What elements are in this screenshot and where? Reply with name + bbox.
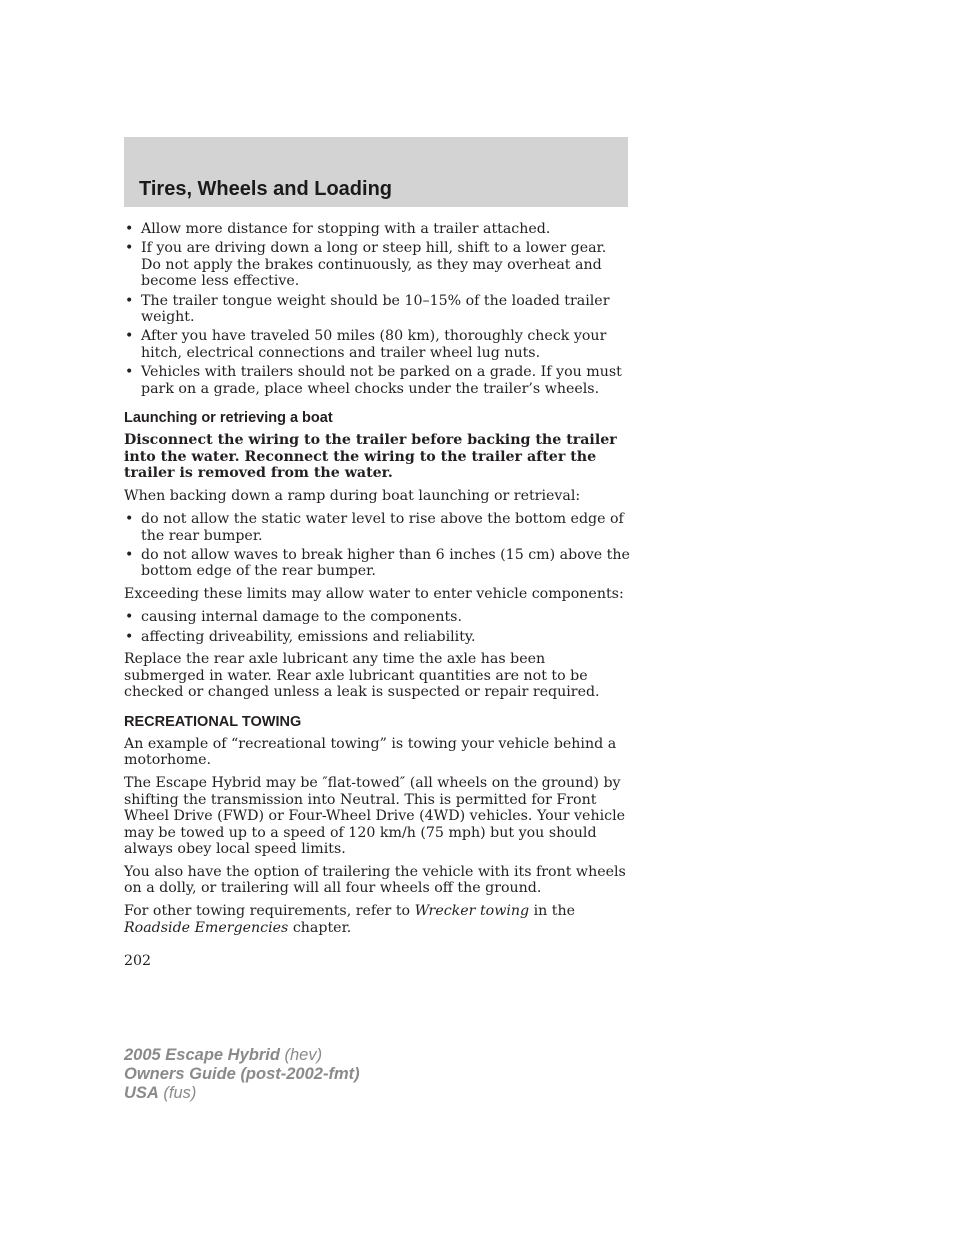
list-item <box>124 328 630 361</box>
list-item-text: Allow more distance for stopping with a trailer attached. <box>141 221 551 237</box>
page-content <box>124 221 630 969</box>
footer-line-1 <box>124 1046 360 1065</box>
footer-line-2 <box>124 1065 360 1084</box>
rec-paragraph-3: You also have the option of trailering the vehicle with its front wheels on a dolly, or trailering will all four wheels off the ground. <box>124 863 626 897</box>
list-item-text: Vehicles with trailers should not be parked on a grade. If you must park on a grade, place wheel chocks under the trailer’s wheels. <box>141 364 622 397</box>
warning-text: Disconnect the wiring to the trailer before backing the trailer into the water. Reconnect the wiring to the trailer after the trailer is removed from the water. <box>124 432 617 482</box>
bullet-icon: • <box>125 240 134 257</box>
footer-model-code: (hev) <box>279 1046 323 1064</box>
bullet-icon: • <box>125 328 134 345</box>
list-item <box>124 293 630 326</box>
text-fragment: chapter. <box>288 919 352 936</box>
bullet-icon: • <box>125 628 134 645</box>
page-number: 202 <box>124 953 152 970</box>
bullet-icon: • <box>125 609 134 626</box>
list-item <box>124 221 630 237</box>
bullet-icon: • <box>125 221 134 237</box>
footer-model: 2005 Escape Hybrid <box>124 1046 280 1064</box>
rec-paragraph-2: The Escape Hybrid may be ″flat-towed″ (all wheels on the ground) by shifting the transmission into Neutral. This is permitted for Front Wheel Drive (FWD) or Four-Wheel Drive (4WD) vehicles. Your vehicle may be towed up to a speed of 120 km/h (75 mph) but you should always obey local speed limits. <box>124 775 626 857</box>
bullet-icon: • <box>125 511 134 528</box>
list-item <box>124 511 630 544</box>
bullet-icon: • <box>125 546 134 563</box>
list-item <box>124 629 630 645</box>
list-item <box>124 609 630 625</box>
footer-line-3 <box>124 1084 360 1103</box>
list-item-text: do not allow waves to break higher than 6 inches (15 cm) above the bottom edge of the rear bumper. <box>141 546 630 580</box>
footer-market-code: (fus) <box>158 1084 197 1102</box>
text-fragment: For other towing requirements, refer to <box>124 903 415 920</box>
boat-heading: Launching or retrieving a boat <box>124 410 333 427</box>
list-item-text: After you have traveled 50 miles (80 km), thoroughly check your hitch, electrical connections and trailer wheel lug nuts. <box>141 328 607 361</box>
boat-intro: When backing down a ramp during boat launching or retrieval: <box>124 488 581 505</box>
list-item-text: do not allow the static water level to rise above the bottom edge of the rear bumper. <box>141 511 624 544</box>
footer-guide: Owners Guide (post-2002-fmt) <box>124 1065 360 1083</box>
exceed-text: Exceeding these limits may allow water to enter vehicle components: <box>124 586 624 603</box>
list-item <box>124 240 630 289</box>
list-item <box>124 364 630 397</box>
list-item-text: causing internal damage to the components. <box>141 609 462 626</box>
rec-paragraph-4 <box>124 903 630 936</box>
footer-market: USA <box>124 1084 159 1102</box>
roadside-emergencies-ref: Roadside Emergencies <box>124 919 289 936</box>
bullet-icon: • <box>125 364 134 381</box>
replace-text: Replace the rear axle lubricant any time the axle has been submerged in water. Rear axle lubricant quantities are not to be checked or changed unless a leak is suspected or repair required. <box>124 651 600 701</box>
list-item <box>124 547 630 580</box>
section-title: Tires, Wheels and Loading <box>139 178 393 200</box>
list-item-text: affecting driveability, emissions and reliability. <box>141 628 476 645</box>
rec-paragraph-1: An example of “recreational towing” is towing your vehicle behind a motorhome. <box>124 736 617 769</box>
boat-list <box>124 511 630 580</box>
bullet-icon: • <box>125 292 134 309</box>
list-item-text: If you are driving down a long or steep hill, shift to a lower gear. Do not apply the brakes continuously, as they may overheat and become less effective. <box>141 240 607 290</box>
recreational-heading: RECREATIONAL TOWING <box>124 713 302 730</box>
document-footer <box>124 1046 360 1103</box>
exceed-list <box>124 609 630 645</box>
trailer-tips-list <box>124 221 630 397</box>
section-header-band <box>124 137 628 207</box>
wrecker-towing-ref: Wrecker towing <box>414 903 530 920</box>
text-fragment: in the <box>529 903 576 920</box>
list-item-text: The trailer tongue weight should be 10–15% of the loaded trailer weight. <box>141 292 610 326</box>
